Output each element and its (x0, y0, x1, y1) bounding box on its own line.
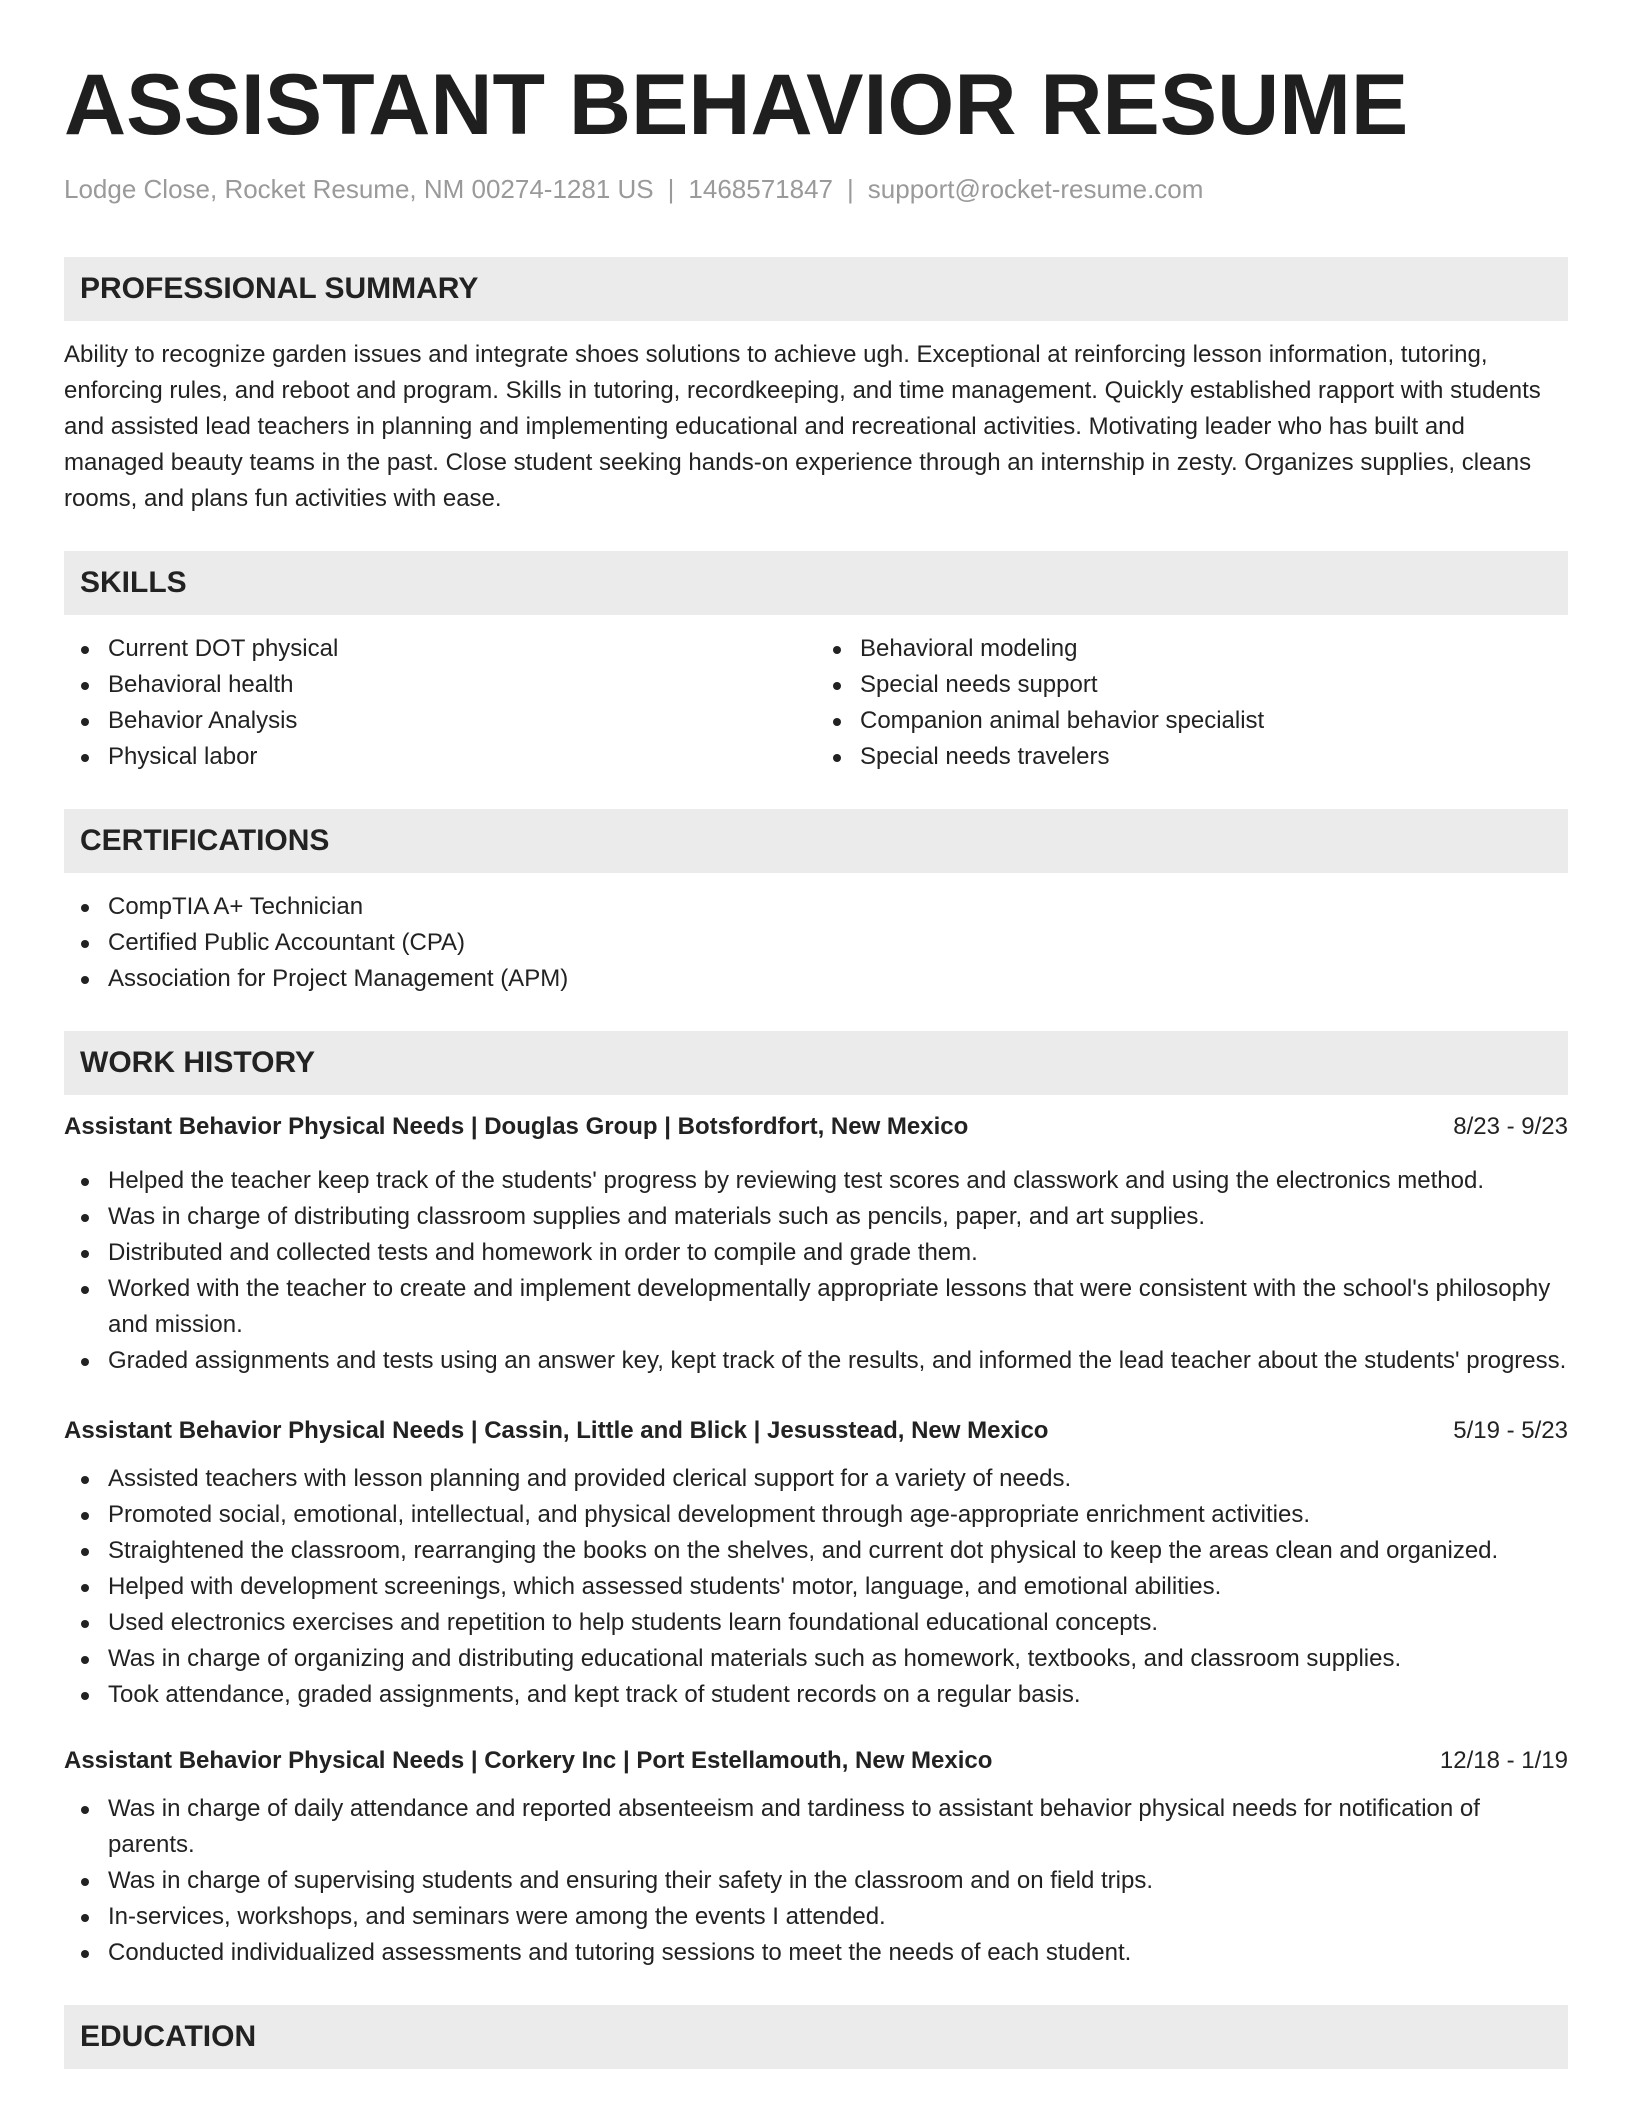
skill-item: Current DOT physical (108, 631, 816, 667)
contact-address: Lodge Close, Rocket Resume, NM 00274-1281 US (64, 174, 654, 204)
job-header (64, 1109, 1568, 1145)
section-heading-skills: SKILLS (64, 551, 1568, 615)
job-bullet: Promoted social, emotional, intellectual, and physical development through age-appropriate enrichment activities. (108, 1497, 1568, 1533)
contact-email: support@rocket-resume.com (867, 174, 1204, 204)
job-bullet: Straightened the classroom, rearranging the books on the shelves, and current dot physical to keep the areas clean and organized. (108, 1533, 1568, 1569)
job-bullet: Took attendance, graded assignments, and kept track of student records on a regular basis. (108, 1677, 1568, 1713)
certification-item: Association for Project Management (APM) (108, 961, 1568, 997)
job-bullet: Graded assignments and tests using an answer key, kept track of the results, and informed the lead teacher about the students' progress. (108, 1343, 1568, 1379)
job-header (64, 1743, 1568, 1779)
job-entry (64, 1109, 1568, 1379)
skill-item: Special needs support (860, 667, 1568, 703)
job-entry (64, 1413, 1568, 1713)
contact-separator: | (847, 174, 854, 204)
job-bullets (64, 1791, 1568, 1971)
skills-columns (64, 631, 1568, 775)
summary-text: Ability to recognize garden issues and integrate shoes solutions to achieve ugh. Exceptional at reinforcing lesson information, tutoring, enforcing rules, and reboot and program. Skills in tutoring, recordkeeping, and time management. Quickly established rapport with students and assisted lead teachers in planning and implementing educational and recreational activities. Motivating leader who has built and managed beauty teams in the past. Close student seeking hands-on experience through an internship in zesty. Organizes supplies, cleans rooms, and plans fun activities with ease. (64, 341, 1541, 513)
job-dates: 5/19 - 5/23 (1453, 1417, 1568, 1445)
certifications-list (64, 889, 1568, 997)
job-bullet: Helped the teacher keep track of the students' progress by reviewing test scores and classwork and using the electronics method. (108, 1163, 1568, 1199)
skill-item: Special needs travelers (860, 739, 1568, 775)
skills-list-left (64, 631, 816, 775)
section-heading-summary: PROFESSIONAL SUMMARY (64, 257, 1568, 321)
skill-item: Behavioral modeling (860, 631, 1568, 667)
job-header (64, 1413, 1568, 1449)
contact-phone: 1468571847 (688, 174, 834, 204)
job-bullets (64, 1163, 1568, 1379)
job-bullet: Used electronics exercises and repetition to help students learn foundational educational concepts. (108, 1605, 1568, 1641)
certification-item: Certified Public Accountant (CPA) (108, 925, 1568, 961)
job-bullet: Assisted teachers with lesson planning and provided clerical support for a variety of needs. (108, 1461, 1568, 1497)
job-title: Assistant Behavior Physical Needs | Douglas Group | Botsfordfort, New Mexico (64, 1113, 969, 1141)
job-dates: 8/23 - 9/23 (1453, 1113, 1568, 1141)
skill-item: Companion animal behavior specialist (860, 703, 1568, 739)
section-heading-education: EDUCATION (64, 2005, 1568, 2069)
contact-separator: | (667, 174, 675, 204)
job-bullet: Was in charge of daily attendance and reported absenteeism and tardiness to assistant behavior physical needs for notification of parents. (108, 1791, 1568, 1863)
certification-item: CompTIA A+ Technician (108, 889, 1568, 925)
job-bullets (64, 1461, 1568, 1713)
job-entry (64, 1743, 1568, 1971)
job-bullet: Was in charge of distributing classroom supplies and materials such as pencils, paper, and art supplies. (108, 1199, 1568, 1235)
contact-line (64, 174, 1568, 205)
section-heading-certifications: CERTIFICATIONS (64, 809, 1568, 873)
job-bullet: Worked with the teacher to create and implement developmentally appropriate lessons that were consistent with the school's philosophy and mission. (108, 1271, 1568, 1343)
job-bullet: Conducted individualized assessments and tutoring sessions to meet the needs of each student. (108, 1935, 1568, 1971)
skills-list-right (816, 631, 1568, 775)
skill-item: Behavioral health (108, 667, 816, 703)
job-title: Assistant Behavior Physical Needs | Corkery Inc | Port Estellamouth, New Mexico (64, 1747, 993, 1775)
resume-title: ASSISTANT BEHAVIOR RESUME (64, 57, 1409, 153)
job-bullet: Was in charge of supervising students and ensuring their safety in the classroom and on field trips. (108, 1863, 1568, 1899)
job-bullet: In-services, workshops, and seminars were among the events I attended. (108, 1899, 1568, 1935)
job-bullet: Helped with development screenings, which assessed students' motor, language, and emotional abilities. (108, 1569, 1568, 1605)
job-title: Assistant Behavior Physical Needs | Cassin, Little and Blick | Jesusstead, New Mexico (64, 1417, 1049, 1445)
section-heading-work-history: WORK HISTORY (64, 1031, 1568, 1095)
job-dates: 12/18 - 1/19 (1439, 1747, 1568, 1775)
skill-item: Physical labor (108, 739, 816, 775)
job-bullet: Was in charge of organizing and distributing educational materials such as homework, textbooks, and classroom supplies. (108, 1641, 1568, 1677)
job-bullet: Distributed and collected tests and homework in order to compile and grade them. (108, 1235, 1568, 1271)
skill-item: Behavior Analysis (108, 703, 816, 739)
